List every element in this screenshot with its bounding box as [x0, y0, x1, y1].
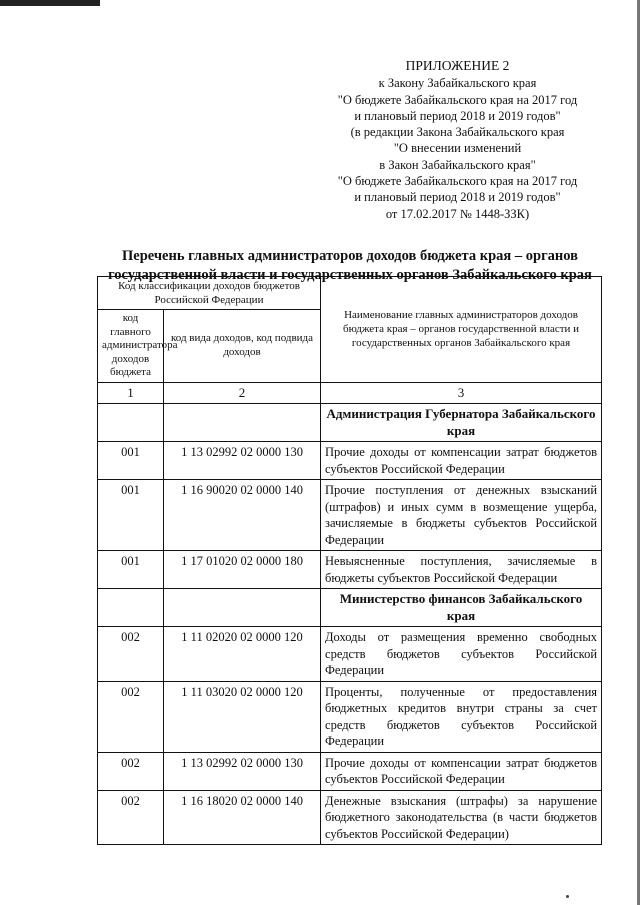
table-row: [98, 480, 602, 551]
revenue-name-cell: Прочие доходы от компенсации затрат бюджетов субъектов Российской Федерации: [321, 442, 602, 480]
revenue-name-cell: Прочие доходы от компенсации затрат бюджетов субъектов Российской Федерации: [321, 752, 602, 790]
appendix-line: "О бюджете Забайкальского края на 2017 год: [337, 174, 578, 189]
table-row: [98, 752, 602, 790]
admin-code-cell: 002: [98, 790, 164, 845]
column-number: 2: [164, 382, 321, 404]
revenue-name-cell: Прочие поступления от денежных взысканий (штрафов) и иных сумм в возмещение ущерба, зачисляемые в бюджеты субъектов Российской Федерации: [321, 480, 602, 551]
appendix-line: "О внесении изменений: [393, 141, 522, 156]
admin-code-cell: 001: [98, 480, 164, 551]
appendix-line: в Закон Забайкальского края": [379, 157, 536, 172]
revenue-code-cell: 1 16 90020 02 0000 140: [164, 480, 321, 551]
scan-edge-top: [0, 0, 100, 6]
admin-code-cell: 002: [98, 681, 164, 752]
section-empty-cell: [164, 404, 321, 442]
appendix-line: к Закону Забайкальского края: [378, 76, 537, 91]
admin-code-cell: 001: [98, 442, 164, 480]
section-title: Администрация Губернатора Забайкальского края: [321, 404, 602, 442]
column-number: 3: [321, 382, 602, 404]
revenue-code-cell: 1 16 18020 02 0000 140: [164, 790, 321, 845]
table-row: [98, 681, 602, 752]
revenue-code-cell: 1 13 02992 02 0000 130: [164, 442, 321, 480]
table-row: [98, 551, 602, 589]
revenue-code-cell: 1 11 03020 02 0000 120: [164, 681, 321, 752]
appendix-line: (в редакции Закона Забайкальского края: [350, 125, 565, 140]
header-col-name: Наименование главных администраторов доходов бюджета края – органов государственной власти и государственных органов Забайкальского края: [321, 277, 602, 383]
appendix-title: ПРИЛОЖЕНИЕ 2: [405, 58, 510, 73]
revenue-administrators-table: [97, 276, 602, 845]
section-empty-cell: [98, 589, 164, 627]
table-row: [98, 790, 602, 845]
appendix-line: от 17.02.2017 № 1448-ЗЗК): [385, 206, 530, 221]
section-title: Министерство финансов Забайкальского края: [321, 589, 602, 627]
revenue-name-cell: Денежные взыскания (штрафы) за нарушение бюджетного законодательства (в части бюджетов субъектов Российской Федерации): [321, 790, 602, 845]
revenue-code-cell: 1 13 02992 02 0000 130: [164, 752, 321, 790]
revenue-code-cell: 1 11 02020 02 0000 120: [164, 627, 321, 682]
table-row: [98, 627, 602, 682]
header-col-revenue-code: код вида доходов, код подвида доходов: [164, 310, 321, 383]
admin-code-cell: 002: [98, 627, 164, 682]
section-row: [98, 589, 602, 627]
table-body: [98, 404, 602, 845]
appendix-header: [315, 58, 600, 222]
revenue-name-cell: Невыясненные поступления, зачисляемые в бюджеты субъектов Российской Федерации: [321, 551, 602, 589]
header-group-classification: Код классификации доходов бюджетов Российской Федерации: [98, 277, 321, 310]
table-row: [98, 442, 602, 480]
appendix-line: и плановый период 2018 и 2019 годов": [354, 190, 561, 205]
section-empty-cell: [164, 589, 321, 627]
admin-code-cell: 001: [98, 551, 164, 589]
revenue-code-cell: 1 17 01020 02 0000 180: [164, 551, 321, 589]
document-title-line: государственной власти и государственных органов Забайкальского края: [108, 267, 592, 283]
section-row: [98, 404, 602, 442]
appendix-line: и плановый период 2018 и 2019 годов": [354, 108, 561, 123]
appendix-line: "О бюджете Забайкальского края на 2017 год: [337, 92, 578, 107]
section-empty-cell: [98, 404, 164, 442]
revenue-name-cell: Проценты, полученные от предоставления бюджетных кредитов внутри страны за счет средств бюджетов субъектов Российской Федерации: [321, 681, 602, 752]
column-number: 1: [98, 382, 164, 404]
header-col-admin-code: код главного администратора доходов бюджета: [98, 310, 164, 383]
column-number-row: [98, 382, 602, 404]
revenue-name-cell: Доходы от размещения временно свободных средств бюджетов субъектов Российской Федерации: [321, 627, 602, 682]
admin-code-cell: 002: [98, 752, 164, 790]
document-title-line: Перечень главных администраторов доходов бюджета края – органов: [122, 248, 578, 264]
scan-dot: [566, 895, 569, 898]
